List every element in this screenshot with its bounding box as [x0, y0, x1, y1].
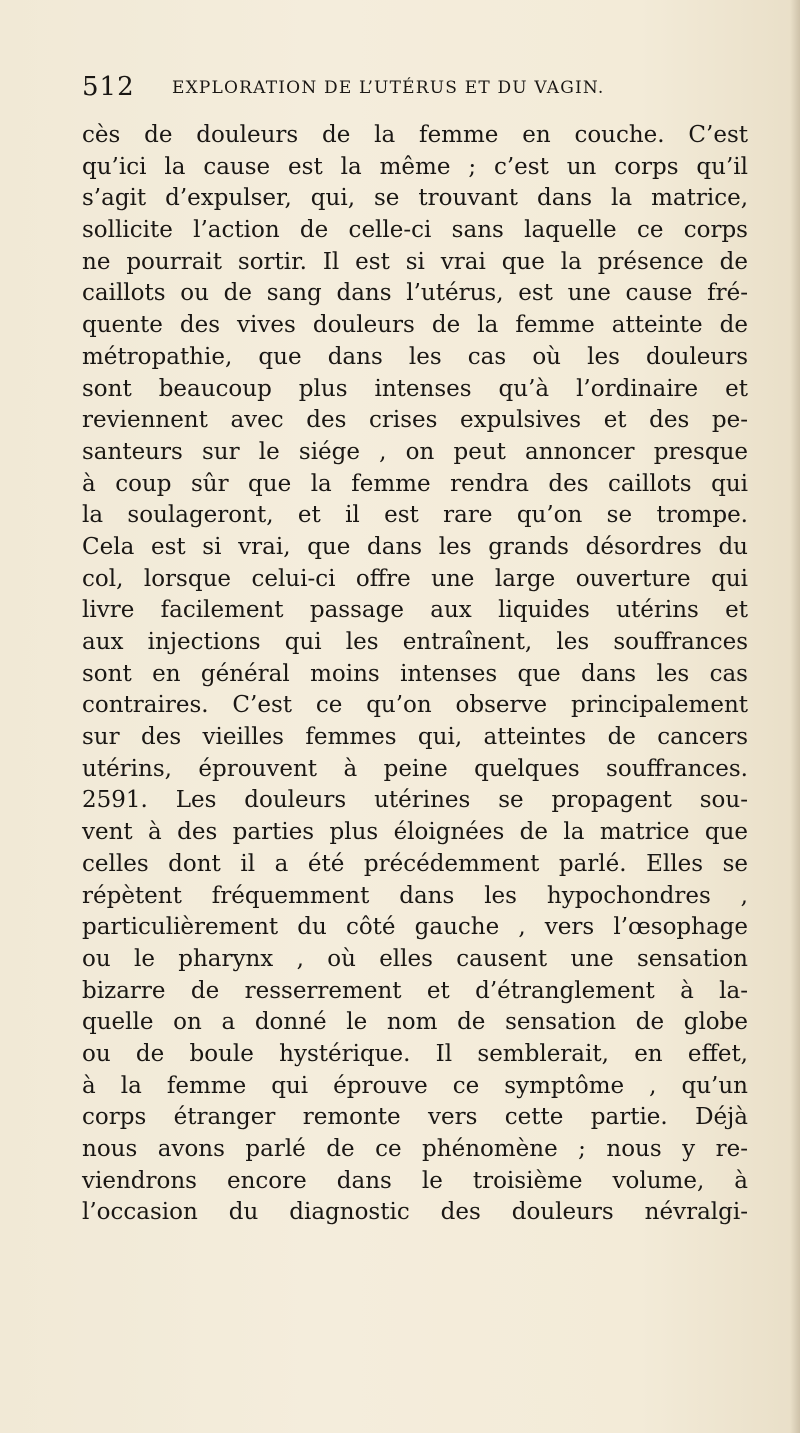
page-header — [82, 70, 742, 110]
text-line: cès de douleurs de la femme en couche. C’est — [82, 122, 748, 148]
text-line: caillots ou de sang dans l’utérus, est une cause fré- — [82, 280, 748, 307]
page-edge-shadow — [790, 0, 800, 1433]
text-line: celles dont il a été précédemment parlé. Elles se — [82, 850, 748, 877]
text-line: quelle on a donné le nom de sensation de globe — [82, 1009, 748, 1036]
text-line: utérins, éprouvent à peine quelques souffrances. — [82, 755, 748, 782]
text-line: Cela est si vrai, que dans les grands désordres du — [82, 533, 748, 560]
text-line: col, lorsque celui-ci offre une large ouverture qui — [82, 565, 748, 592]
text-line: ou le pharynx , où elles causent une sensation — [82, 945, 748, 972]
text-line: sollicite l’action de celle-ci sans laquelle ce corps — [82, 217, 748, 244]
text-line: l’occasion du diagnostic des douleurs névralgi- — [82, 1199, 748, 1226]
text-line: s’agit d’expulser, qui, se trouvant dans la matrice, — [82, 185, 748, 212]
text-line: sont en général moins intenses que dans les cas — [82, 660, 748, 687]
text-line: la soulageront, et il est rare qu’on se trompe. — [82, 502, 748, 529]
text-line: 2591. Les douleurs utérines se propagent sou- — [82, 787, 748, 814]
text-line: à la femme qui éprouve ce symptôme , qu’un — [82, 1072, 748, 1099]
text-line: qu’ici la cause est la même ; c’est un corps qu’il — [82, 153, 748, 180]
page-number: 512 — [82, 72, 135, 102]
text-line: métropathie, que dans les cas où les douleurs — [82, 343, 748, 370]
running-head: EXPLORATION DE L’UTÉRUS ET DU VAGIN. — [172, 78, 605, 98]
text-line: contraires. C’est ce qu’on observe principalement — [82, 692, 748, 719]
text-line: bizarre de resserrement et d’étranglement à la- — [82, 977, 748, 1004]
text-line: corps étranger remonte vers cette partie. Déjà — [82, 1104, 748, 1131]
text-line: viendrons encore dans le troisième volume, à — [82, 1167, 748, 1194]
text-line: répètent fréquemment dans les hypochondres , — [82, 882, 748, 909]
text-line: reviennent avec des crises expulsives et des pe- — [82, 407, 748, 434]
text-line: ou de boule hystérique. Il semblerait, en effet, — [82, 1040, 748, 1067]
text-line: santeurs sur le siége , on peut annoncer presque — [82, 438, 748, 465]
body-text — [82, 120, 748, 1229]
text-line: aux injections qui les entraînent, les souffrances — [82, 629, 748, 655]
text-line: livre facilement passage aux liquides utérins et — [82, 597, 748, 624]
text-line: vent à des parties plus éloignées de la matrice que — [82, 819, 748, 846]
text-line: particulièrement du côté gauche , vers l’œsophage — [82, 914, 748, 941]
text-line: à coup sûr que la femme rendra des caillots qui — [82, 470, 748, 497]
text-line: sont beaucoup plus intenses qu’à l’ordinaire et — [82, 375, 748, 402]
text-line: ne pourrait sortir. Il est si vrai que la présence de — [82, 248, 748, 275]
text-line: sur des vieilles femmes qui, atteintes de cancers — [82, 724, 748, 751]
text-line: quente des vives douleurs de la femme atteinte de — [82, 312, 748, 339]
text-line: nous avons parlé de ce phénomène ; nous y re- — [82, 1136, 748, 1162]
